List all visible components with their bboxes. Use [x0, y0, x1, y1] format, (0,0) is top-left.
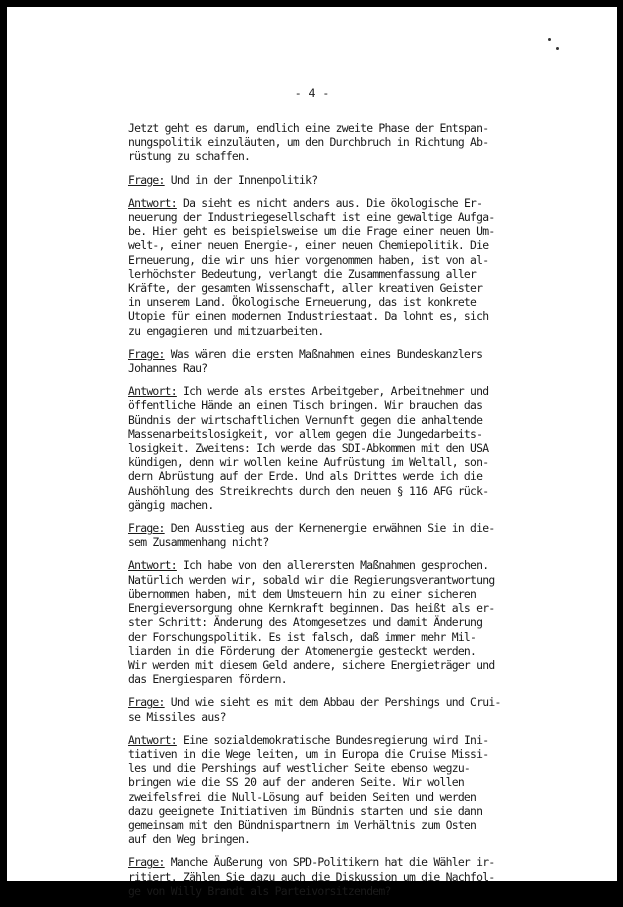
line-text: welt-, einer neuen Energie-, einer neuen Chemiepolitik. Die — [128, 238, 489, 253]
text-line — [128, 413, 553, 427]
line-text: neuerung der Industriegesellschaft ist eine gewaltige Aufga- — [128, 210, 495, 225]
interview-text — [128, 121, 553, 907]
speaker-label: Antwort: — [128, 732, 177, 747]
text-line — [128, 733, 553, 747]
line-text: Eine sozialdemokratische Bundesregierung wird Ini- — [176, 732, 489, 747]
line-text: Ich habe von den allerersten Maßnahmen gesprochen. — [176, 558, 489, 573]
text-line — [128, 672, 553, 686]
line-text: lerhöchster Bedeutung, verlangt die Zusammenfassung aller — [128, 266, 477, 281]
line-text: zweifelsfrei die Null-Lösung auf beiden Seiten und werden — [128, 789, 477, 804]
text-line — [128, 238, 553, 252]
answer-paragraph — [128, 384, 553, 512]
speaker-label: Frage: — [128, 172, 165, 187]
speaker-label: Antwort: — [128, 195, 177, 210]
line-text: Utopie für einen modernen Industriestaat. Da lohnt es, sich — [128, 309, 489, 324]
speaker-label: Frage: — [128, 521, 165, 536]
line-text: Jetzt geht es darum, endlich eine zweite Phase der Entspan- — [128, 121, 489, 135]
question-paragraph — [128, 347, 553, 375]
speaker-label: Frage: — [128, 695, 165, 710]
line-text: Massenarbeitslosigkeit, vor allem gegen die Jungedarbeits- — [128, 426, 483, 441]
text-line — [128, 644, 553, 658]
line-text: dazu geeignete Initiativen im Bündnis starten und sie dann — [128, 803, 483, 818]
text-line — [128, 384, 553, 398]
text-line — [128, 196, 553, 210]
line-text: Bündnis der wirtschaftlichen Vernunft gegen die anhaltende — [128, 412, 483, 427]
text-line — [128, 521, 553, 535]
text-line — [128, 121, 553, 135]
text-line — [128, 135, 553, 149]
line-text: Da sieht es nicht anders aus. Die ökologische Er- — [176, 195, 483, 210]
line-text: Erneuerung, die wir uns hier vorgenommen haben, ist von al- — [128, 252, 489, 267]
text-line — [128, 309, 553, 323]
text-line — [128, 498, 553, 512]
line-text: Energieversorgung ohne Kernkraft beginnen. Das heißt als er- — [128, 601, 495, 616]
text-line — [128, 295, 553, 309]
text-line — [128, 267, 553, 281]
line-text: tiativen in die Wege leiten, um in Europa die Cruise Missi- — [128, 746, 489, 761]
answer-paragraph — [128, 733, 553, 847]
text-line — [128, 455, 553, 469]
line-text: sem Zusammenhang nicht? — [128, 535, 269, 550]
text-line — [128, 253, 553, 267]
text-line — [128, 469, 553, 483]
line-text: zu engagieren und mitzuarbeiten. — [128, 323, 324, 338]
answer-paragraph — [128, 558, 553, 686]
text-line — [128, 173, 553, 187]
line-text: Johannes Rau? — [128, 361, 208, 376]
text-line — [128, 761, 553, 775]
text-line — [128, 535, 553, 549]
speaker-label: Frage: — [128, 346, 165, 361]
text-line — [128, 361, 553, 375]
page-number: - 4 - — [294, 86, 330, 100]
line-text: Ich werde als erstes Arbeitgeber, Arbeitnehmer und — [176, 384, 489, 399]
question-paragraph — [128, 173, 553, 187]
line-text: Den Ausstieg aus der Kernenergie erwähnen Sie in die- — [164, 521, 495, 536]
question-paragraph — [128, 855, 553, 898]
text-line — [128, 818, 553, 832]
line-text: losigkeit. Zweitens: Ich werde das SDI-Abkommen mit den USA — [128, 441, 489, 456]
document-page — [7, 7, 617, 898]
text-paragraph — [128, 121, 553, 164]
text-line — [128, 573, 553, 587]
line-text: gemeinsam mit den Bündnispartnern im Verhältnis zum Osten — [128, 817, 477, 832]
line-text: nungspolitik einzuläuten, um den Durchbruch in Richtung Ab- — [128, 135, 489, 150]
line-text: Und in der Innenpolitik? — [164, 172, 318, 187]
line-text: ritiert. Zählen Sie dazu auch die Diskussion um die Nachfol- — [128, 869, 495, 884]
text-line — [128, 149, 553, 163]
line-text: kündigen, denn wir wollen keine Aufrüstung im Weltall, son- — [128, 455, 489, 470]
text-line — [128, 710, 553, 724]
line-text: auf den Weg bringen. — [128, 832, 251, 847]
line-text: öffentliche Hände an einen Tisch bringen. Wir brauchen das — [128, 398, 483, 413]
text-line — [128, 347, 553, 361]
text-line — [128, 630, 553, 644]
text-line — [128, 558, 553, 572]
text-line — [128, 281, 553, 295]
text-line — [128, 658, 553, 672]
text-line — [128, 615, 553, 629]
line-text: Was wären die ersten Maßnahmen eines Bundeskanzlers — [164, 346, 483, 361]
line-text: Und wie sieht es mit dem Abbau der Pershings und Crui- — [164, 695, 501, 710]
text-line — [128, 747, 553, 761]
line-text: be. Hier geht es beispielsweise um die Frage einer neuen Um- — [128, 224, 495, 239]
line-text: liarden in die Förderung der Atomenergie gesteckt werden. — [128, 643, 477, 658]
text-line — [128, 427, 553, 441]
line-text: ster Schritt: Änderung des Atomgesetzes und damit Änderung — [128, 615, 483, 630]
text-line — [128, 804, 553, 818]
line-text: Natürlich werden wir, sobald wir die Regierungsverantwortung — [128, 572, 495, 587]
text-line — [128, 832, 553, 846]
line-text: dern Abrüstung auf der Erde. Und als Drittes werde ich die — [128, 469, 483, 484]
text-line — [128, 484, 553, 498]
text-line — [128, 775, 553, 789]
line-text: Aushöhlung des Streikrechts durch den neuen § 116 AFG rück- — [128, 483, 489, 498]
line-text: gängig machen. — [128, 497, 214, 512]
scan-speck — [548, 38, 551, 41]
line-text: Kräfte, der gesamten Wissenschaft, aller kreativen Geister — [128, 281, 483, 296]
text-line — [128, 224, 553, 238]
question-paragraph — [128, 521, 553, 549]
line-text: ge von Willy Brandt als Parteivorsitzendem? — [128, 883, 391, 898]
line-text: übernommen haben, mit dem Umsteuern hin zu einer sicheren — [128, 586, 477, 601]
text-line — [128, 790, 553, 804]
text-line — [128, 587, 553, 601]
scan-speck — [556, 47, 559, 50]
text-line — [128, 601, 553, 615]
line-text: Wir werden mit diesem Geld andere, sichere Energieträger und — [128, 657, 495, 672]
text-line — [128, 210, 553, 224]
question-paragraph — [128, 695, 553, 723]
text-line — [128, 870, 553, 884]
line-text: les und die Pershings auf westlicher Seite ebenso wegzu- — [128, 761, 471, 776]
text-line — [128, 324, 553, 338]
text-line — [128, 884, 553, 898]
line-text: bringen wie die SS 20 auf der anderen Seite. Wir wollen — [128, 775, 464, 790]
speaker-label: Frage: — [128, 855, 165, 870]
line-text: in unserem Land. Ökologische Erneuerung, das ist konkrete — [128, 295, 477, 310]
line-text: se Missiles aus? — [128, 709, 226, 724]
line-text: Manche Äußerung von SPD-Politikern hat die Wähler ir- — [164, 855, 495, 870]
text-line — [128, 441, 553, 455]
text-line — [128, 398, 553, 412]
speaker-label: Antwort: — [128, 558, 177, 573]
text-line — [128, 855, 553, 869]
answer-paragraph — [128, 196, 553, 338]
line-text: der Forschungspolitik. Es ist falsch, daß immer mehr Mil- — [128, 629, 477, 644]
text-line — [128, 695, 553, 709]
speaker-label: Antwort: — [128, 384, 177, 399]
line-text: rüstung zu schaffen. — [128, 149, 251, 164]
line-text: das Energiesparen fördern. — [128, 672, 287, 687]
